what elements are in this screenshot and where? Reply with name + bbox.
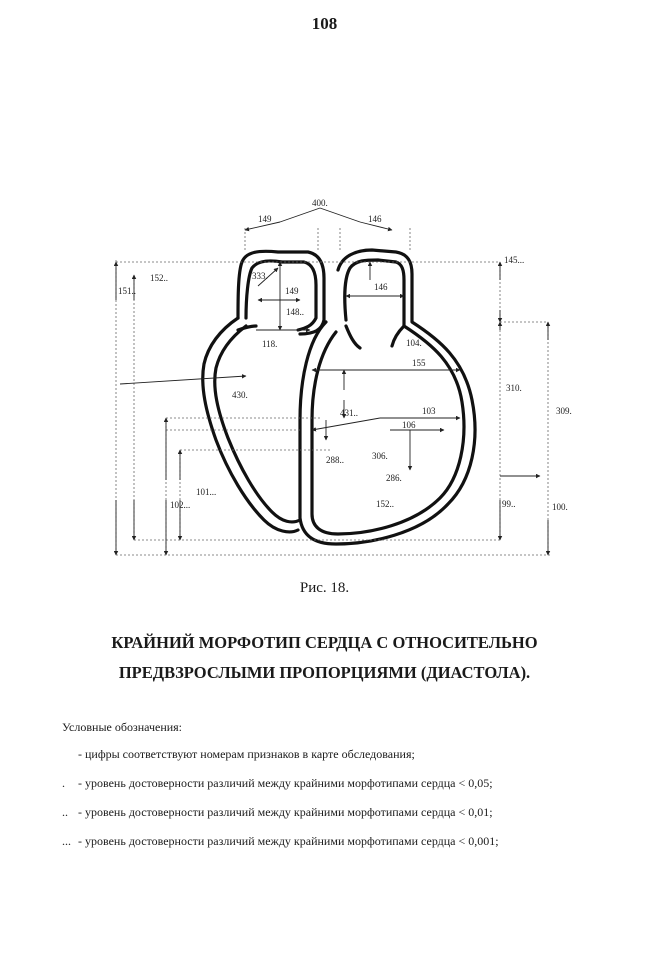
label-155: 155 [412,358,426,368]
legend-text: - уровень достоверности различий между крайними морфотипами сердца < 0,01; [78,805,493,819]
legend-symbol: ... [62,834,71,848]
measurement-labels [118,198,572,512]
legend-symbol: .. [62,805,68,819]
label-101: 101... [196,487,217,497]
label-400: 400. [312,198,328,208]
legend-text: - цифры соответствуют номерам признаков в карте обследования; [78,747,415,761]
label-99: 99.. [502,499,516,509]
label-102: 102... [170,500,191,510]
figure-title-line-2: ПРЕДВЗРОСЛЫМИ ПРОПОРЦИЯМИ (ДИАСТОЛА). [118,663,531,682]
label-146-top: 146 [368,214,382,224]
left-atrium-outline [238,251,324,334]
label-310: 310. [506,383,522,393]
legend-text: - уровень достоверности различий между крайними морфотипами сердца < 0,001; [78,834,499,848]
label-152-bottom: 152.. [376,499,394,509]
figure-title-line-1: КРАЙНИЙ МОРФОТИП СЕРДЦА С ОТНОСИТЕЛЬНО [111,633,538,652]
page-number: 108 [311,14,338,33]
label-288: 288.. [326,455,344,465]
legend-item [62,776,622,791]
label-118: 118. [262,339,278,349]
label-100: 100. [552,502,568,512]
label-149-top: 149 [258,214,272,224]
label-309: 309. [556,406,572,416]
label-148: 148.. [286,307,304,317]
label-104: 104. [406,338,422,348]
label-430: 430. [232,390,248,400]
label-151: 151.. [118,286,136,296]
legend-item [62,834,622,849]
label-145: 145... [504,255,525,265]
inner-valve-right [346,326,360,348]
legend-symbol: . [62,776,65,790]
legend [62,720,622,863]
label-106: 106 [402,420,416,430]
inner-valve-right-2 [392,326,404,346]
label-149: 149 [285,286,299,296]
legend-item [62,805,622,820]
label-286: 286. [386,473,402,483]
label-431: 431.. [340,408,358,418]
legend-heading: Условные обозначения: [62,720,183,734]
right-atrium-inner-outline [312,260,464,534]
figure-caption: Рис. 18. [299,580,350,596]
heart-morphotype-diagram [100,195,570,565]
inner-valve-left [238,326,256,330]
label-146: 146 [374,282,388,292]
left-ventricle-inner-outline [215,326,300,522]
label-306: 306. [372,451,388,461]
legend-item [62,747,622,762]
label-333: 333. [252,271,268,281]
left-ventricle-outline [203,318,298,532]
label-103: 103 [422,406,436,416]
label-152: 152.. [150,273,168,283]
figure-title [40,628,609,688]
legend-text: - уровень достоверности различий между крайними морфотипами сердца < 0,05; [78,776,493,790]
